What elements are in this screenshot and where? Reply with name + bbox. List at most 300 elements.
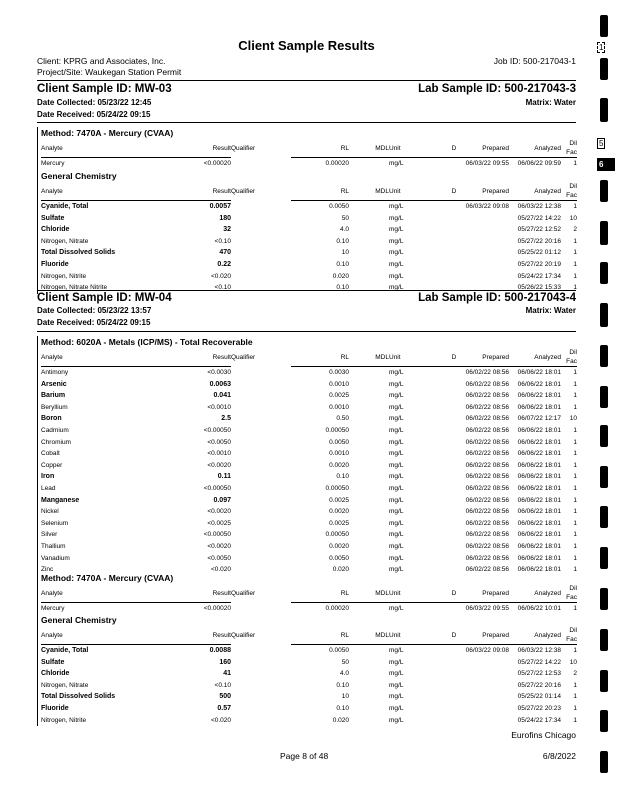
column-header-result: Result	[189, 182, 231, 201]
cell-rl: 50	[341, 214, 349, 222]
cell-result: 0.11	[217, 473, 231, 481]
cell-dilution-flag	[447, 668, 461, 680]
cell-mdl	[349, 603, 389, 615]
cell-dilution-flag	[447, 379, 461, 391]
cell-rl: 0.0020	[329, 542, 349, 550]
cell-prepared: 06/02/22 08:56	[465, 508, 509, 516]
cell-analyte: Nickel	[41, 508, 59, 516]
cell-mdl	[349, 390, 389, 402]
table-row	[41, 668, 577, 680]
cell-mdl	[349, 460, 389, 472]
method-title: Method: 7470A - Mercury (CVAA)	[41, 128, 174, 138]
cell-unit: mg/L	[389, 473, 404, 481]
cell-analyzed: 05/26/22 15:33	[517, 284, 561, 292]
project-site: Project/Site: Waukegan Station Permit	[37, 67, 182, 77]
cell-prepared: 06/02/22 08:56	[465, 519, 509, 527]
table-row	[41, 483, 577, 495]
method-block	[37, 614, 577, 726]
table-row	[41, 437, 577, 449]
cell-analyzed: 05/24/22 17:34	[517, 272, 561, 280]
cell-unit: mg/L	[389, 450, 404, 458]
cell-analyzed: 06/06/22 18:01	[517, 438, 561, 446]
cell-rl: 0.00020	[325, 605, 349, 612]
cell-dilution-flag	[447, 506, 461, 518]
column-header-analyte: Analyte	[41, 626, 189, 645]
cell-unit: mg/L	[389, 716, 404, 724]
method-title: General Chemistry	[41, 171, 117, 181]
cell-unit: mg/L	[389, 605, 404, 612]
cell-analyzed: 06/03/22 12:38	[517, 203, 561, 210]
cell-prepared	[461, 668, 509, 680]
cell-dil-fac: 1	[573, 693, 577, 701]
cell-analyzed: 06/06/22 18:01	[517, 392, 561, 400]
cell-result: <0.0050	[207, 554, 231, 562]
cell-analyzed: 06/06/22 18:01	[517, 554, 561, 562]
cell-analyzed: 06/06/22 09:59	[517, 160, 561, 167]
column-header-analyzed: Analyzed	[509, 584, 561, 603]
cell-rl: 0.00050	[325, 531, 349, 539]
column-header-rl: RL	[291, 139, 349, 158]
table-row	[41, 213, 577, 225]
divider	[37, 122, 576, 123]
cell-qualifier	[231, 680, 291, 692]
cell-rl: 0.00020	[325, 160, 349, 167]
cell-analyzed: 06/06/22 18:01	[517, 403, 561, 411]
column-header-dilution-flag: D	[447, 182, 461, 201]
cell-rl: 0.10	[336, 704, 349, 712]
cell-unit: mg/L	[389, 566, 404, 574]
cell-qualifier	[231, 541, 291, 553]
column-header-dil-fac: Dil Fac	[561, 584, 577, 603]
cell-prepared: 06/03/22 09:08	[465, 647, 509, 654]
cell-dilution-flag	[447, 603, 461, 615]
cell-unit: mg/L	[389, 237, 404, 245]
cell-analyzed: 05/27/22 14:22	[517, 658, 561, 666]
results-table	[41, 139, 577, 170]
cell-mdl	[349, 691, 389, 703]
cell-analyte: Cyanide, Total	[41, 203, 89, 210]
cell-unit: mg/L	[389, 426, 404, 434]
cell-dil-fac: 1	[573, 554, 577, 562]
cell-qualifier	[231, 657, 291, 669]
cell-unit: mg/L	[389, 647, 404, 654]
cell-mdl	[349, 495, 389, 507]
cell-mdl	[349, 271, 389, 283]
cell-dilution-flag	[447, 437, 461, 449]
cell-unit: mg/L	[389, 554, 404, 562]
cell-unit: mg/L	[389, 403, 404, 411]
date-received: Date Received: 05/24/22 09:15	[37, 318, 151, 327]
cell-qualifier	[231, 529, 291, 541]
cell-mdl	[349, 518, 389, 530]
cell-rl: 0.0050	[329, 203, 349, 210]
table-row	[41, 367, 577, 379]
cell-analyte: Cadmium	[41, 426, 69, 434]
cell-prepared: 06/02/22 08:56	[465, 496, 509, 504]
index-tab[interactable]	[600, 180, 608, 202]
column-header-unit: Unit	[389, 626, 447, 645]
cell-unit: mg/L	[389, 284, 404, 292]
cell-analyzed: 05/27/22 20:16	[517, 237, 561, 245]
column-header-mdl: MDL	[349, 182, 389, 201]
cell-result: 32	[223, 226, 231, 234]
cell-analyzed: 06/07/22 12:17	[517, 415, 561, 423]
column-header-prepared: Prepared	[461, 626, 509, 645]
cell-unit: mg/L	[389, 203, 404, 210]
table-header-row	[41, 139, 577, 158]
cell-dilution-flag	[447, 402, 461, 414]
cell-unit: mg/L	[389, 496, 404, 504]
table-row	[41, 402, 577, 414]
cell-qualifier	[231, 668, 291, 680]
table-row	[41, 425, 577, 437]
cell-unit: mg/L	[389, 260, 404, 268]
cell-qualifier	[231, 413, 291, 425]
cell-unit: mg/L	[389, 670, 404, 678]
cell-analyzed: 06/06/22 18:01	[517, 380, 561, 388]
divider	[37, 331, 576, 332]
cell-result: 41	[223, 670, 231, 678]
index-tab[interactable]	[600, 345, 608, 367]
cell-dil-fac: 1	[573, 403, 577, 411]
table-row	[41, 379, 577, 391]
index-tab[interactable]	[600, 425, 608, 447]
cell-prepared: 06/02/22 08:56	[465, 461, 509, 469]
cell-mdl	[349, 259, 389, 271]
cell-analyzed: 05/25/22 01:12	[517, 249, 561, 257]
method-block	[37, 170, 577, 294]
index-tab[interactable]	[600, 466, 608, 488]
column-header-dilution-flag: D	[447, 626, 461, 645]
cell-analyte: Nitrogen, Nitrate Nitrite	[41, 284, 108, 292]
index-tab[interactable]	[600, 303, 608, 327]
cell-unit: mg/L	[389, 658, 404, 666]
cell-result: 0.0088	[209, 647, 231, 654]
cell-dilution-flag	[447, 425, 461, 437]
index-tab[interactable]	[600, 15, 608, 37]
cell-analyte: Nitrogen, Nitrite	[41, 716, 87, 724]
cell-qualifier	[231, 645, 291, 657]
column-header-qualifier: Qualifier	[231, 353, 256, 361]
cell-analyzed: 06/06/22 18:01	[517, 519, 561, 527]
cell-analyte: Iron	[41, 473, 55, 481]
cell-dil-fac: 10	[569, 415, 577, 423]
cell-qualifier	[231, 703, 291, 715]
method-title: Method: 6020A - Metals (ICP/MS) - Total Recoverable	[41, 337, 253, 347]
side-index-tabs	[597, 0, 618, 800]
cell-rl: 0.0050	[329, 647, 349, 654]
cell-qualifier	[231, 553, 291, 565]
cell-mdl	[349, 236, 389, 248]
page-number: Page 8 of 48	[280, 751, 329, 761]
cell-rl: 0.020	[332, 716, 349, 724]
cell-qualifier	[231, 282, 291, 294]
cell-unit: mg/L	[389, 519, 404, 527]
cell-prepared: 06/02/22 08:56	[465, 369, 509, 376]
index-tab[interactable]	[600, 670, 608, 692]
cell-analyte: Mercury	[41, 160, 65, 167]
table-row	[41, 645, 577, 657]
column-header-unit: Unit	[389, 348, 447, 367]
cell-rl: 0.0050	[329, 438, 349, 446]
column-header-analyzed: Analyzed	[509, 348, 561, 367]
index-tab[interactable]	[600, 710, 608, 732]
cell-dil-fac: 1	[573, 542, 577, 550]
column-header-dilution-flag: D	[447, 348, 461, 367]
cell-result: 0.22	[217, 260, 231, 268]
cell-rl: 0.020	[332, 566, 349, 574]
cell-dil-fac: 1	[573, 284, 577, 292]
column-header-prepared: Prepared	[461, 584, 509, 603]
cell-dilution-flag	[447, 201, 461, 213]
cell-analyzed: 06/06/22 18:01	[517, 369, 561, 376]
cell-analyte: Selenium	[41, 519, 69, 527]
cell-dilution-flag	[447, 529, 461, 541]
cell-dilution-flag	[447, 158, 461, 170]
tab-label-active[interactable]: 6	[597, 158, 615, 171]
cell-analyte: Boron	[41, 415, 62, 423]
column-header-qualifier: Qualifier	[231, 631, 256, 639]
table-row	[41, 541, 577, 553]
cell-result: 0.57	[217, 704, 231, 712]
results-table	[41, 626, 577, 726]
cell-result: <0.00020	[203, 160, 231, 167]
cell-qualifier	[231, 158, 291, 170]
cell-rl: 0.020	[332, 272, 349, 280]
index-tab[interactable]	[600, 98, 608, 122]
cell-qualifier	[231, 471, 291, 483]
cell-prepared	[461, 715, 509, 727]
column-header-unit: Unit	[389, 139, 447, 158]
cell-qualifier	[231, 691, 291, 703]
cell-qualifier	[231, 437, 291, 449]
column-header-analyte: Analyte	[41, 348, 189, 367]
cell-dil-fac: 1	[573, 249, 577, 257]
cell-qualifier	[231, 483, 291, 495]
cell-result: <0.020	[210, 566, 231, 574]
cell-rl: 10	[341, 693, 349, 701]
cell-analyzed: 06/06/22 18:01	[517, 508, 561, 516]
results-table	[41, 182, 577, 294]
cell-qualifier	[231, 259, 291, 271]
cell-dilution-flag	[447, 448, 461, 460]
cell-result: 500	[219, 693, 231, 701]
cell-unit: mg/L	[389, 531, 404, 539]
cell-dilution-flag	[447, 460, 461, 472]
job-id: Job ID: 500-217043-1	[493, 56, 576, 66]
cell-analyzed: 05/27/22 12:53	[517, 670, 561, 678]
cell-analyte: Silver	[41, 531, 58, 539]
cell-result: <0.10	[214, 237, 231, 245]
cell-qualifier	[231, 201, 291, 213]
cell-result: <0.0030	[207, 369, 231, 376]
cell-result: <0.0050	[207, 438, 231, 446]
cell-dilution-flag	[447, 715, 461, 727]
cell-qualifier	[231, 247, 291, 259]
cell-dil-fac: 1	[573, 461, 577, 469]
cell-rl: 0.50	[336, 415, 349, 423]
cell-rl: 0.10	[336, 260, 349, 268]
cell-analyte: Fluoride	[41, 704, 69, 712]
cell-analyzed: 06/06/22 18:01	[517, 542, 561, 550]
cell-result: <0.10	[214, 284, 231, 292]
cell-rl: 0.00050	[325, 426, 349, 434]
column-header-analyzed: Analyzed	[509, 139, 561, 158]
cell-dilution-flag	[447, 224, 461, 236]
cell-mdl	[349, 471, 389, 483]
cell-dilution-flag	[447, 691, 461, 703]
index-tab[interactable]	[600, 547, 608, 569]
cell-rl: 0.10	[336, 237, 349, 245]
cell-dilution-flag	[447, 390, 461, 402]
cell-dil-fac: 1	[573, 647, 577, 654]
cell-prepared: 06/02/22 08:56	[465, 415, 509, 423]
cell-qualifier	[231, 390, 291, 402]
index-tab[interactable]	[600, 386, 608, 408]
cell-qualifier	[231, 603, 291, 615]
cell-mdl	[349, 413, 389, 425]
cell-result: <0.00050	[203, 531, 231, 539]
cell-rl: 0.0010	[329, 403, 349, 411]
cell-prepared	[461, 657, 509, 669]
cell-mdl	[349, 247, 389, 259]
cell-analyte: Chromium	[41, 438, 71, 446]
cell-dilution-flag	[447, 703, 461, 715]
cell-prepared	[461, 236, 509, 248]
cell-qualifier	[231, 402, 291, 414]
cell-analyzed: 06/06/22 18:01	[517, 473, 561, 481]
cell-result: 0.0063	[209, 380, 231, 388]
cell-analyzed: 05/27/22 20:23	[517, 704, 561, 712]
cell-prepared: 06/03/22 09:08	[465, 203, 509, 210]
cell-qualifier	[231, 379, 291, 391]
cell-qualifier	[231, 367, 291, 379]
cell-qualifier	[231, 460, 291, 472]
index-tab[interactable]	[600, 751, 608, 773]
cell-analyte: Nitrogen, Nitrate	[41, 237, 89, 245]
index-tab[interactable]	[600, 588, 608, 610]
cell-analyte: Nitrogen, Nitrate	[41, 681, 89, 689]
cell-unit: mg/L	[389, 542, 404, 550]
index-tab[interactable]	[600, 506, 608, 528]
column-header-mdl: MDL	[349, 626, 389, 645]
index-tab[interactable]	[600, 58, 608, 80]
index-tab[interactable]	[600, 221, 608, 245]
table-row	[41, 657, 577, 669]
table-row	[41, 506, 577, 518]
cell-unit: mg/L	[389, 249, 404, 257]
table-row	[41, 448, 577, 460]
index-tab[interactable]	[600, 262, 608, 284]
table-row	[41, 224, 577, 236]
cell-dil-fac: 1	[573, 473, 577, 481]
cell-analyte: Arsenic	[41, 380, 67, 388]
cell-rl: 0.0025	[329, 519, 349, 527]
cell-dilution-flag	[447, 541, 461, 553]
cell-prepared: 06/02/22 08:56	[465, 531, 509, 539]
cell-dil-fac: 10	[569, 658, 577, 666]
cell-qualifier	[231, 271, 291, 283]
cell-unit: mg/L	[389, 369, 404, 376]
cell-result: <0.020	[210, 716, 231, 724]
column-header-rl: RL	[291, 584, 349, 603]
cell-analyte: Beryllium	[41, 403, 68, 411]
cell-mdl	[349, 506, 389, 518]
cell-unit: mg/L	[389, 226, 404, 234]
cell-prepared: 06/03/22 09:55	[465, 160, 509, 167]
cell-mdl	[349, 715, 389, 727]
cell-unit: mg/L	[389, 380, 404, 388]
cell-prepared: 06/02/22 08:56	[465, 542, 509, 550]
cell-unit: mg/L	[389, 214, 404, 222]
table-header-row	[41, 626, 577, 645]
table-row	[41, 680, 577, 692]
cell-rl: 10	[341, 249, 349, 257]
cell-result: 0.0057	[209, 203, 231, 210]
cell-mdl	[349, 668, 389, 680]
cell-mdl	[349, 201, 389, 213]
cell-mdl	[349, 703, 389, 715]
cell-analyzed: 06/06/22 18:01	[517, 450, 561, 458]
column-header-analyte: Analyte	[41, 139, 189, 158]
column-header-mdl: MDL	[349, 348, 389, 367]
cell-mdl	[349, 529, 389, 541]
cell-dil-fac: 1	[573, 716, 577, 724]
cell-qualifier	[231, 213, 291, 225]
cell-qualifier	[231, 518, 291, 530]
cell-analyzed: 06/06/22 18:01	[517, 484, 561, 492]
cell-result: <0.0025	[207, 519, 231, 527]
table-row	[41, 518, 577, 530]
cell-qualifier	[231, 715, 291, 727]
cell-mdl	[349, 553, 389, 565]
table-row	[41, 460, 577, 472]
cell-prepared	[461, 259, 509, 271]
column-header-analyzed: Analyzed	[509, 626, 561, 645]
cell-dil-fac: 1	[573, 681, 577, 689]
cell-analyzed: 06/03/22 12:38	[517, 647, 561, 654]
table-row	[41, 390, 577, 402]
cell-rl: 0.0020	[329, 508, 349, 516]
cell-rl: 0.0050	[329, 554, 349, 562]
cell-qualifier	[231, 236, 291, 248]
cell-prepared	[461, 271, 509, 283]
column-header-prepared: Prepared	[461, 348, 509, 367]
cell-result: <0.10	[214, 681, 231, 689]
cell-unit: mg/L	[389, 704, 404, 712]
cell-dil-fac: 2	[573, 670, 577, 678]
cell-dil-fac: 1	[573, 508, 577, 516]
cell-result: 2.5	[221, 415, 231, 423]
table-row	[41, 471, 577, 483]
cell-dil-fac: 1	[573, 426, 577, 434]
index-tab[interactable]	[600, 629, 608, 651]
cell-rl: 0.00050	[325, 484, 349, 492]
cell-mdl	[349, 224, 389, 236]
table-row	[41, 247, 577, 259]
cell-dil-fac: 1	[573, 484, 577, 492]
client-name: Client: KPRG and Associates, Inc.	[37, 56, 166, 66]
cell-prepared	[461, 224, 509, 236]
cell-analyte: Zinc	[41, 566, 54, 574]
cell-analyzed: 06/06/22 18:01	[517, 496, 561, 504]
column-header-prepared: Prepared	[461, 139, 509, 158]
table-row	[41, 271, 577, 283]
cell-dilution-flag	[447, 680, 461, 692]
cell-result: <0.0020	[207, 461, 231, 469]
cell-analyzed: 05/27/22 20:19	[517, 260, 561, 268]
cell-analyte: Fluoride	[41, 260, 69, 268]
